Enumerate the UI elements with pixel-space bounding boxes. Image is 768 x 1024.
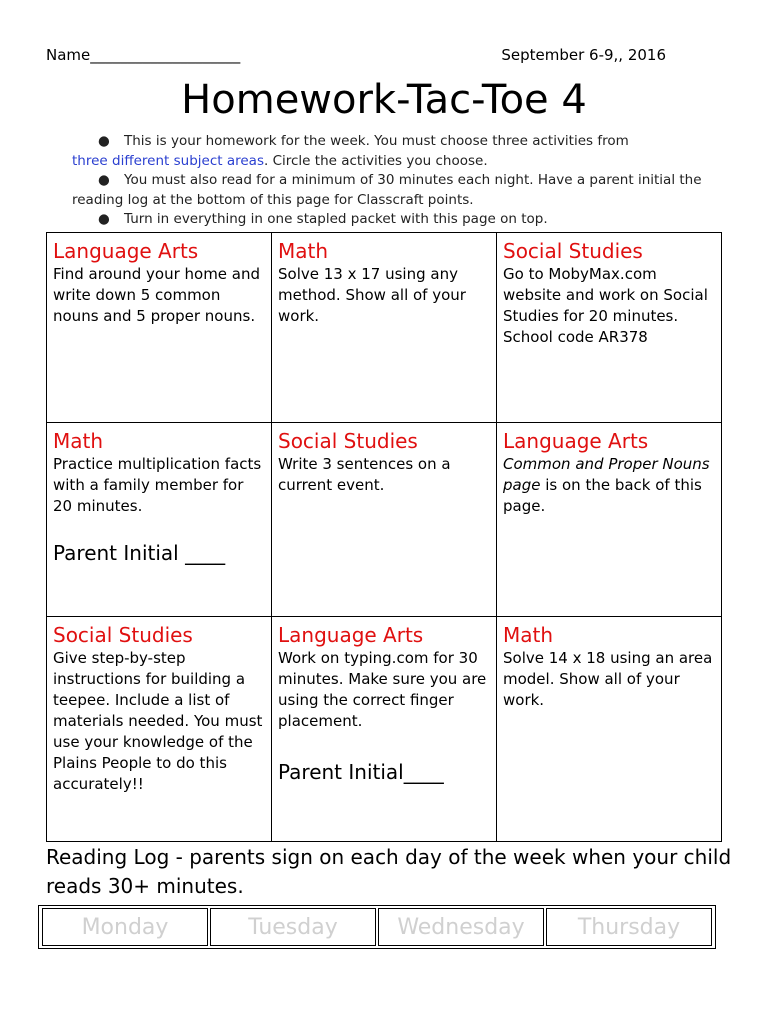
- bullet-icon: ●: [98, 211, 110, 227]
- day-wednesday[interactable]: Wednesday: [378, 908, 544, 946]
- reading-log-days: [38, 905, 716, 949]
- cell-r2c1[interactable]: [47, 423, 272, 617]
- cell-r3c3[interactable]: [497, 617, 722, 842]
- activity-text: Practice multiplication facts with a family member for 20 minutes.: [53, 455, 262, 515]
- subject-label: Math: [53, 429, 104, 453]
- school-code: School code AR378: [503, 328, 648, 346]
- cell-r1c2[interactable]: [272, 233, 497, 423]
- parent-initial-label: Parent Initial ____: [53, 541, 226, 565]
- cell-r2c3[interactable]: [497, 423, 722, 617]
- name-label: Name____________________: [46, 46, 241, 64]
- activity-text: Common and Proper Nouns page is on the back of this page.: [503, 455, 710, 515]
- subject-label: Language Arts: [503, 429, 649, 453]
- cell-r1c1[interactable]: [47, 233, 272, 423]
- subject-label: Math: [503, 623, 554, 647]
- activity-text: Go to MobyMax.com website and work on Social Studies for 20 minutes.: [503, 265, 708, 325]
- day-thursday[interactable]: Thursday: [546, 908, 712, 946]
- highlight-text: three different subject areas: [72, 152, 264, 169]
- cell-r3c2[interactable]: [272, 617, 497, 842]
- subject-label: Social Studies: [278, 429, 418, 453]
- bullet-icon: ●: [98, 133, 110, 149]
- activity-text: Solve 14 x 18 using an area model. Show all of your work.: [503, 649, 713, 709]
- reading-log-title: Reading Log - parents sign on each day of the week when your child reads 30+ minutes.: [46, 845, 732, 898]
- page-title: Homework-Tac-Toe 4: [181, 77, 587, 123]
- instruction-1: ● This is your homework for the week. You must choose three activities from: [72, 132, 712, 152]
- activity-text: Find around your home and write down 5 common nouns and 5 proper nouns.: [53, 265, 261, 325]
- day-monday[interactable]: Monday: [42, 908, 208, 946]
- tic-tac-toe-grid: [46, 232, 722, 842]
- cell-r1c3[interactable]: [497, 233, 722, 423]
- activity-text: Give step-by-step instructions for building a teepee. Include a list of materials needed. You must use your knowledge of the Plains People to do this accurately!!: [53, 649, 263, 793]
- date-label: September 6-9,, 2016: [501, 46, 666, 64]
- parent-initial-label: Parent Initial____: [278, 760, 444, 784]
- subject-label: Math: [278, 239, 329, 263]
- cell-r3c1[interactable]: [47, 617, 272, 842]
- instruction-3: ● Turn in everything in one stapled packet with this page on top.: [72, 210, 712, 230]
- subject-label: Social Studies: [503, 239, 643, 263]
- subject-label: Social Studies: [53, 623, 193, 647]
- activity-text: Work on typing.com for 30 minutes. Make sure you are using the correct finger placement.: [278, 649, 487, 730]
- cell-r2c2[interactable]: [272, 423, 497, 617]
- subject-label: Language Arts: [53, 239, 199, 263]
- instructions: ● This is your homework for the week. You must choose three activities from three different subject areas. Circle the activities you choose. ● You must also read for a minimum of 30 minutes each night. Have a parent initial the reading log at the bottom of this page for Classcraft points. ● Turn in everything in one stapled packet with this page on top.: [72, 132, 712, 230]
- activity-text: Solve 13 x 17 using any method. Show all of your work.: [278, 265, 466, 325]
- bullet-icon: ●: [98, 172, 110, 188]
- instruction-2: ● You must also read for a minimum of 30 minutes each night. Have a parent initial the reading log at the bottom of this page for Classcraft points.: [72, 172, 702, 208]
- day-tuesday[interactable]: Tuesday: [210, 908, 376, 946]
- header-line: [46, 46, 666, 64]
- subject-label: Language Arts: [278, 623, 424, 647]
- activity-text: Write 3 sentences on a current event.: [278, 455, 451, 494]
